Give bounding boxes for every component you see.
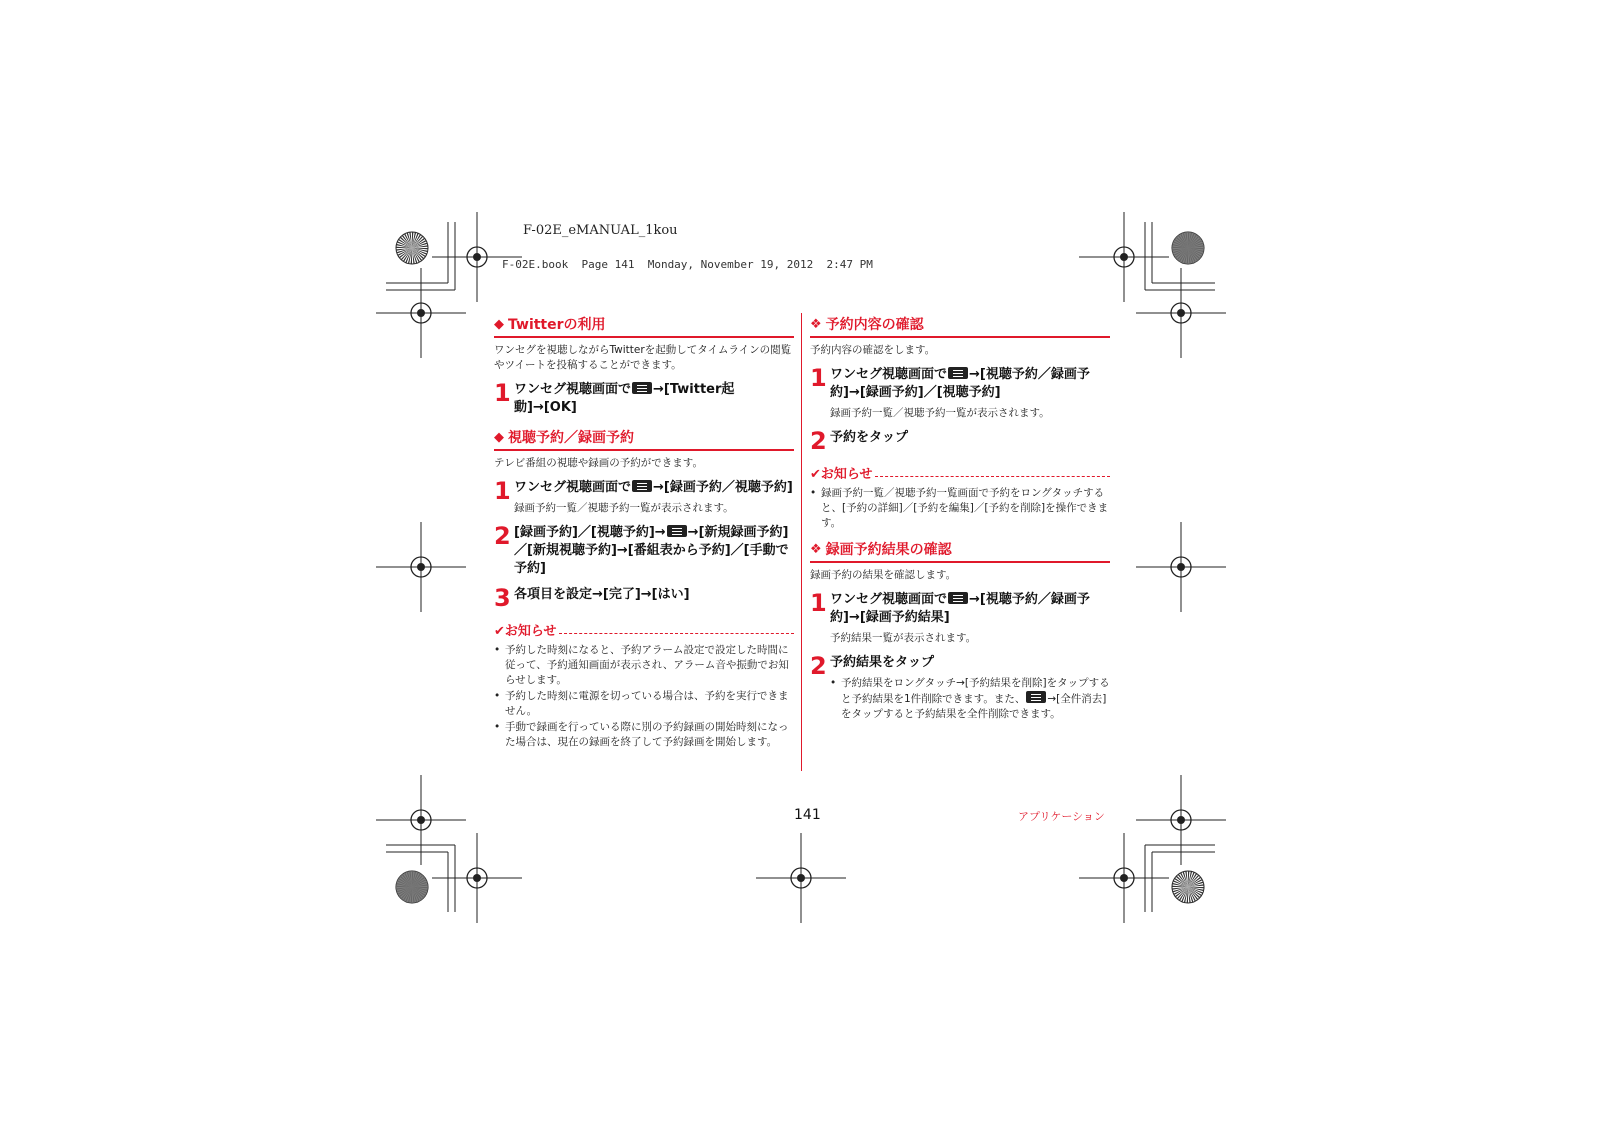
- section-title: 予約内容の確認: [825, 317, 924, 333]
- sunburst-icon: [1172, 232, 1204, 264]
- note-rule: [875, 469, 1110, 477]
- note-list: [810, 486, 1110, 531]
- step: [810, 429, 1110, 453]
- section-heading: [810, 316, 1110, 338]
- crosshair-icon: [1136, 522, 1226, 612]
- diamond-icon: ◆: [494, 317, 504, 332]
- step: [810, 591, 1110, 646]
- twitter-section: [494, 316, 794, 417]
- step: [494, 381, 794, 417]
- menu-key-icon: [632, 480, 652, 492]
- ornament-icon: ❖: [810, 542, 822, 557]
- menu-key-icon: [948, 592, 968, 604]
- step: [494, 524, 794, 578]
- reservation-section: [494, 429, 794, 610]
- crosshair-icon: [756, 833, 846, 923]
- note-rule: [559, 626, 794, 634]
- step-text: ワンセグ視聴画面で →[視聴予約／録画予約]→[録画予約結果]: [830, 592, 1090, 625]
- sunburst-icon: [1172, 871, 1204, 903]
- step-number: 1: [810, 589, 827, 617]
- step-text: 予約をタップ: [830, 430, 909, 445]
- step-number: 2: [494, 522, 511, 550]
- step-result: 予約結果一覧が表示されます。: [830, 632, 977, 644]
- note-list: [494, 643, 794, 750]
- section-heading: [494, 429, 794, 451]
- step-number: 1: [494, 477, 511, 505]
- file-title: F-02E_eMANUAL_1kou: [523, 223, 678, 238]
- note-item: • 予約した時刻に電源を切っている場合は、予約を実行できません。: [494, 689, 794, 719]
- step-text: [録画予約]／[視聴予約]→ →[新規録画予約]／[新規視聴予約]→[番組表から予約]／[手動で予約]: [514, 525, 789, 576]
- step-text: 予約結果をタップ: [830, 655, 935, 670]
- sunburst-icon: [396, 232, 428, 264]
- note-label: ✔お知らせ: [810, 467, 873, 482]
- crosshair-icon: [376, 268, 466, 358]
- step-number: 1: [494, 379, 511, 407]
- print-meta: F-02E.book Page 141 Monday, November 19, 2012 2:47 PM: [502, 258, 873, 271]
- section-title: 録画予約結果の確認: [825, 542, 952, 558]
- note-item: • 録画予約一覧／視聴予約一覧画面で予約をロングタッチすると、[予約の詳細]／[予約を編集]／[予約を削除]を操作できます。: [810, 486, 1110, 531]
- menu-key-icon: [1026, 691, 1046, 703]
- step-number: 2: [810, 652, 827, 680]
- step-bullet: • 予約結果をロングタッチ→[予約結果を削除]をタップすると予約結果を1件削除できます。また、 →[全件消去]をタップすると予約結果を全件削除できます。: [830, 676, 1110, 722]
- ornament-icon: ❖: [810, 317, 822, 332]
- step-text: ワンセグ視聴画面で →[Twitter起動]→[OK]: [514, 382, 735, 415]
- note-label: ✔お知らせ: [494, 624, 557, 639]
- step: [810, 366, 1110, 421]
- note-item: • 手動で録画を行っている際に別の予約録画の開始時刻になった場合は、現在の録画を終了して予約録画を開始します。: [494, 720, 794, 750]
- section-description: 録画予約の結果を確認します。: [810, 569, 957, 581]
- step: [494, 586, 794, 610]
- confirm-section: [810, 316, 1110, 453]
- left-column: [494, 316, 794, 751]
- step-text: 各項目を設定→[完了]→[はい]: [514, 587, 690, 602]
- note-heading: [494, 620, 794, 639]
- section-title: Twitterの利用: [508, 317, 606, 333]
- section-description: テレビ番組の視聴や録画の予約ができます。: [494, 457, 703, 469]
- step-text: ワンセグ視聴画面で →[視聴予約／録画予約]→[録画予約]／[視聴予約]: [830, 367, 1090, 400]
- crosshair-icon: [432, 833, 522, 923]
- right-column: [810, 316, 1110, 723]
- note-item: • 予約した時刻になると、予約アラーム設定で設定した時間に従って、予約通知画面が表示され、アラーム音や振動でお知らせします。: [494, 643, 794, 688]
- section-description: 予約内容の確認をします。: [810, 344, 936, 356]
- step-result: 録画予約一覧／視聴予約一覧が表示されます。: [514, 502, 734, 514]
- step: [494, 479, 794, 516]
- menu-key-icon: [632, 382, 652, 394]
- crosshair-icon: [1079, 212, 1169, 302]
- step: [810, 654, 1110, 723]
- crosshair-icon: [1079, 833, 1169, 923]
- sunburst-icon: [396, 871, 428, 903]
- section-heading: [810, 541, 1110, 563]
- crosshair-icon: [376, 522, 466, 612]
- page-number: 141: [794, 807, 821, 823]
- step-number: 2: [810, 427, 827, 455]
- menu-key-icon: [667, 525, 687, 537]
- menu-key-icon: [948, 367, 968, 379]
- diamond-icon: ◆: [494, 430, 504, 445]
- section-description: ワンセグを視聴しながらTwitterを起動してタイムラインの閲覧やツイートを投稿することができます。: [494, 344, 792, 371]
- note-heading: [810, 463, 1110, 482]
- step-number: 3: [494, 584, 511, 612]
- section-heading: [494, 316, 794, 338]
- step-result: 録画予約一覧／視聴予約一覧が表示されます。: [830, 407, 1050, 419]
- crosshair-icon: [1136, 268, 1226, 358]
- column-divider: [801, 313, 802, 771]
- step-bullet-list: [830, 676, 1110, 722]
- result-section: [810, 541, 1110, 723]
- crosshair-icon: [432, 212, 522, 302]
- section-label: アプリケーション: [1018, 810, 1105, 823]
- section-title: 視聴予約／録画予約: [508, 430, 634, 446]
- step-number: 1: [810, 364, 827, 392]
- step-text: ワンセグ視聴画面で →[録画予約／視聴予約]: [514, 480, 793, 495]
